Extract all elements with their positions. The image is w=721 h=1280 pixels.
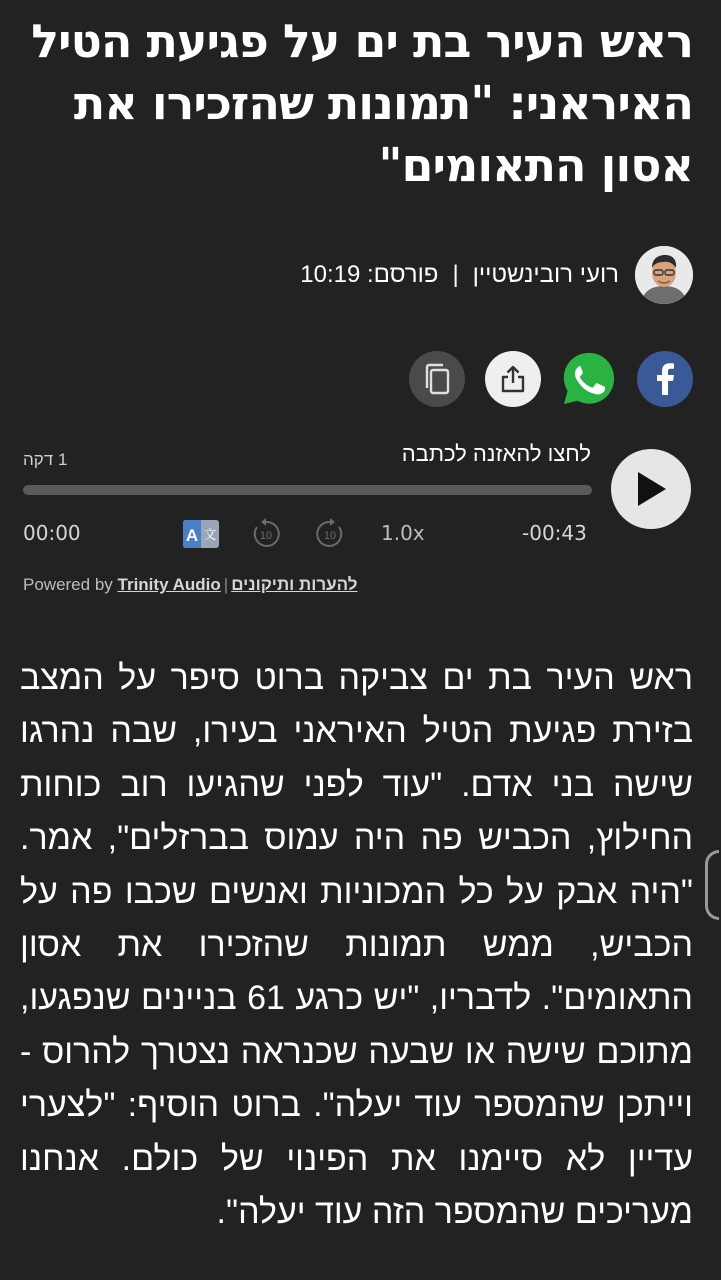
share-icon <box>498 364 528 394</box>
rewind-10-button[interactable] <box>248 517 284 551</box>
byline-separator: | <box>452 261 459 288</box>
play-icon <box>634 470 668 508</box>
powered-by-text: Powered by <box>23 575 113 594</box>
byline <box>300 246 693 304</box>
rewind-label: 10 <box>259 530 273 542</box>
author-avatar[interactable] <box>635 246 693 304</box>
audio-player-title[interactable]: לחצו להאזנה לכתבה <box>401 441 591 466</box>
trinity-audio-link[interactable]: Trinity Audio <box>117 575 221 594</box>
forward-10-button[interactable] <box>312 517 348 551</box>
facebook-icon <box>653 363 677 395</box>
audio-progress-bar[interactable] <box>23 485 592 495</box>
share-button[interactable] <box>485 351 541 407</box>
time-remaining: -00:43 <box>522 521 587 545</box>
translate-label: A <box>185 526 199 545</box>
publish-time: פורסם: 10:19 <box>300 261 439 288</box>
forward-icon <box>314 518 346 550</box>
share-bar <box>389 351 693 407</box>
article-headline: ראש העיר בת ים על פגיעת הטיל האיראני: "תמונות שהזכירו את אסון התאומים" <box>31 14 693 192</box>
scroll-edge-handle[interactable] <box>705 850 719 920</box>
whatsapp-icon <box>561 350 617 408</box>
playback-speed-button[interactable]: 1.0x <box>381 521 425 545</box>
copy-icon <box>422 362 452 396</box>
comments-corrections-link[interactable]: להערות ותיקונים <box>231 575 358 594</box>
powered-divider: | <box>223 575 229 594</box>
facebook-share-button[interactable] <box>637 351 693 407</box>
translate-icon <box>183 520 219 548</box>
author-name[interactable]: רועי רובינשטיין <box>472 261 619 288</box>
powered-by-line <box>23 575 358 595</box>
article-body: ראש העיר בת ים צביקה ברוט סיפר על המצב בזירת פגיעת הטיל האיראני בעירו, שבה נהרגו שישה בני אדם. "עוד לפני שהגיעו רוב כוחות החילוץ, הכביש פה היה עמוס בברזלים", אמר. "היה אבק על כל המכוניות ואנשים שכבו פה על הכביש, ממש תמונות שהזכירו את אסון התאומים". לדבריו, "יש כרגע 61 בניינים שנפגעו, מתוכם שישה או שבעה שכנראה נצטרך להרוס - וייתכן שהמספר עוד יעלה". ברוט הוסיף: "לצערי עדיין לא סיימנו את הפינוי של כולם. אנחנו מעריכים שהמספר הזה עוד יעלה". <box>20 659 693 1232</box>
rewind-icon <box>250 518 282 550</box>
copy-link-button[interactable] <box>409 351 465 407</box>
audio-duration: 1 דקה <box>23 450 68 469</box>
forward-label: 10 <box>323 530 337 542</box>
translate-button[interactable] <box>183 517 219 551</box>
time-elapsed: 00:00 <box>23 521 81 545</box>
svg-text:文: 文 <box>203 528 217 543</box>
whatsapp-share-button[interactable] <box>561 351 617 407</box>
play-button[interactable] <box>611 449 691 529</box>
